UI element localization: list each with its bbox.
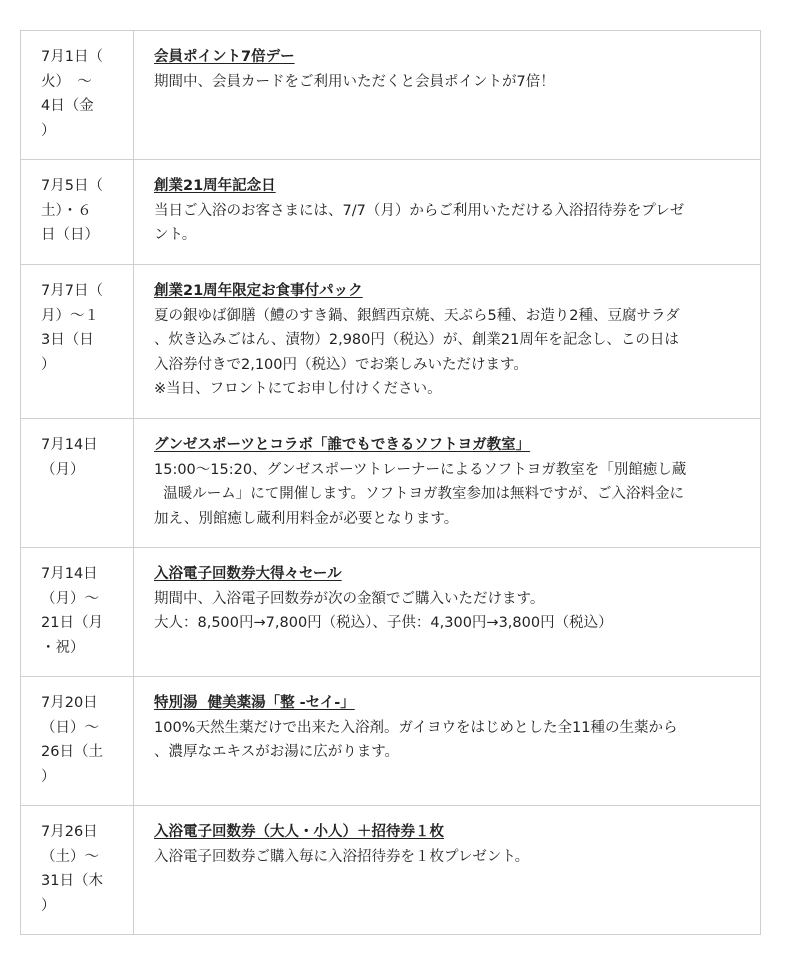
event-date-line: 7月20日	[41, 695, 98, 711]
event-description-line: 温暖ルーム」にて開催します。ソフトヨガ教室参加は無料ですが、ご入浴料金に	[154, 486, 685, 502]
event-date-line: 月）～１	[41, 307, 99, 324]
event-detail-cell	[134, 806, 761, 935]
event-description-line: 入浴券付きで2,100円（税込）でお楽しみいただけます。	[154, 356, 528, 373]
event-description-line: 大人：8,500円→7,800円（税込）、子供：4,300円→3,800円（税込）	[154, 615, 613, 631]
event-date-line: 7月5日（	[41, 178, 103, 194]
event-detail-cell	[134, 265, 761, 419]
event-date-line: 4日（金	[41, 98, 94, 114]
event-description-line: 期間中、会員カードをご利用いただくと会員ポイントが7倍！	[154, 73, 555, 90]
event-title: 入浴電子回数券（大人・小人）＋招待券１枚	[154, 824, 444, 840]
event-title: 創業21周年限定お食事付パック	[154, 283, 363, 299]
event-date-cell	[21, 548, 134, 677]
event-detail	[134, 548, 760, 636]
event-date-line: 日（日）	[41, 227, 99, 243]
event-date-line: 7月14日	[41, 566, 98, 582]
event-date-line: ）	[41, 122, 56, 139]
event-detail-cell	[134, 677, 761, 806]
event-title: 特別湯 健美薬湯「整 -セイ-」	[154, 695, 355, 711]
event-detail	[134, 419, 760, 531]
event-detail	[134, 265, 760, 402]
event-title: 創業21周年記念日	[154, 178, 276, 194]
event-date-line: ）	[41, 356, 56, 373]
event-date	[21, 806, 133, 918]
event-date-line: （月）	[41, 461, 85, 478]
event-title: 入浴電子回数券大得々セール	[154, 566, 342, 582]
event-date-line: 土）・６	[41, 202, 92, 219]
event-date	[21, 265, 133, 377]
event-description-line: 入浴電子回数券ご購入毎に入浴招待券を１枚プレゼント。	[154, 848, 530, 865]
event-date-cell	[21, 806, 134, 935]
event-date-line: 31日（木	[41, 873, 103, 889]
event-date-cell	[21, 160, 134, 265]
event-description-line: ント。	[154, 227, 197, 243]
event-description-line: 15:00～15:20、グンゼスポーツトレーナーによるソフトヨガ教室を「別館癒し蔵	[154, 461, 687, 478]
event-description-line: 、炊き込みごはん、漬物）2,980円（税込）が、創業21周年を記念し、この日は	[154, 332, 679, 348]
event-detail-cell	[134, 160, 761, 265]
event-date-line: 26日（土	[41, 744, 103, 760]
event-detail	[134, 677, 760, 765]
event-detail	[134, 31, 760, 94]
event-date-line: 7月1日（	[41, 49, 103, 65]
event-detail	[134, 806, 760, 869]
event-date	[21, 31, 133, 143]
event-date-cell	[21, 31, 134, 160]
event-date-line: （月）～	[41, 590, 99, 607]
event-rows	[21, 31, 761, 935]
event-date	[21, 548, 133, 660]
event-date-line: 7月7日（	[41, 283, 103, 299]
event-row	[21, 548, 761, 677]
event-date-line: 火） ～	[41, 73, 92, 90]
event-description-line: ※当日、フロントにてお申し付けください。	[154, 381, 442, 397]
event-description-line: 期間中、入浴電子回数券が次の金額でご購入いただけます。	[154, 590, 545, 607]
event-date-line: ）	[41, 768, 56, 785]
event-date-line: （土）～	[41, 848, 99, 865]
event-description-line: 100%天然生薬だけで出来た入浴剤。ガイヨウをはじめとした全11種の生薬から	[154, 719, 678, 736]
event-description-line: 当日ご入浴のお客さまには、7/7（月）からご利用いただける入浴招待券をプレゼ	[154, 202, 685, 219]
event-date-line: 7月26日	[41, 824, 98, 840]
event-row	[21, 31, 761, 160]
event-date	[21, 160, 133, 248]
event-detail-cell	[134, 419, 761, 548]
event-row	[21, 419, 761, 548]
event-title: グンゼスポーツとコラボ「誰でもできるソフトヨガ教室」	[154, 437, 531, 453]
event-row	[21, 160, 761, 265]
event-description-line: 加え、別館癒し蔵利用料金が必要となります。	[154, 510, 459, 527]
event-date	[21, 419, 133, 482]
event-date-line: （日）～	[41, 719, 99, 736]
event-date-line: 21日（月	[41, 615, 103, 631]
event-description-line: 夏の銀ゆば御膳（鱧のすき鍋、銀鱈西京焼、天ぷら5種、お造り2種、豆腐サラダ	[154, 307, 680, 324]
event-date	[21, 677, 133, 789]
event-schedule-table	[20, 30, 761, 935]
event-row	[21, 806, 761, 935]
event-row	[21, 265, 761, 419]
event-date-cell	[21, 419, 134, 548]
event-row	[21, 677, 761, 806]
event-detail	[134, 160, 760, 248]
event-title: 会員ポイント7倍デー	[154, 49, 295, 65]
event-detail-cell	[134, 548, 761, 677]
event-detail-cell	[134, 31, 761, 160]
event-date-line: ）	[41, 897, 56, 914]
event-date-cell	[21, 677, 134, 806]
event-date-line: 7月14日	[41, 437, 98, 453]
event-description-line: 、濃厚なエキスがお湯に広がります。	[154, 744, 400, 760]
event-date-cell	[21, 265, 134, 419]
event-date-line: 3日（日	[41, 332, 94, 348]
event-date-line: ・祝）	[41, 639, 85, 656]
